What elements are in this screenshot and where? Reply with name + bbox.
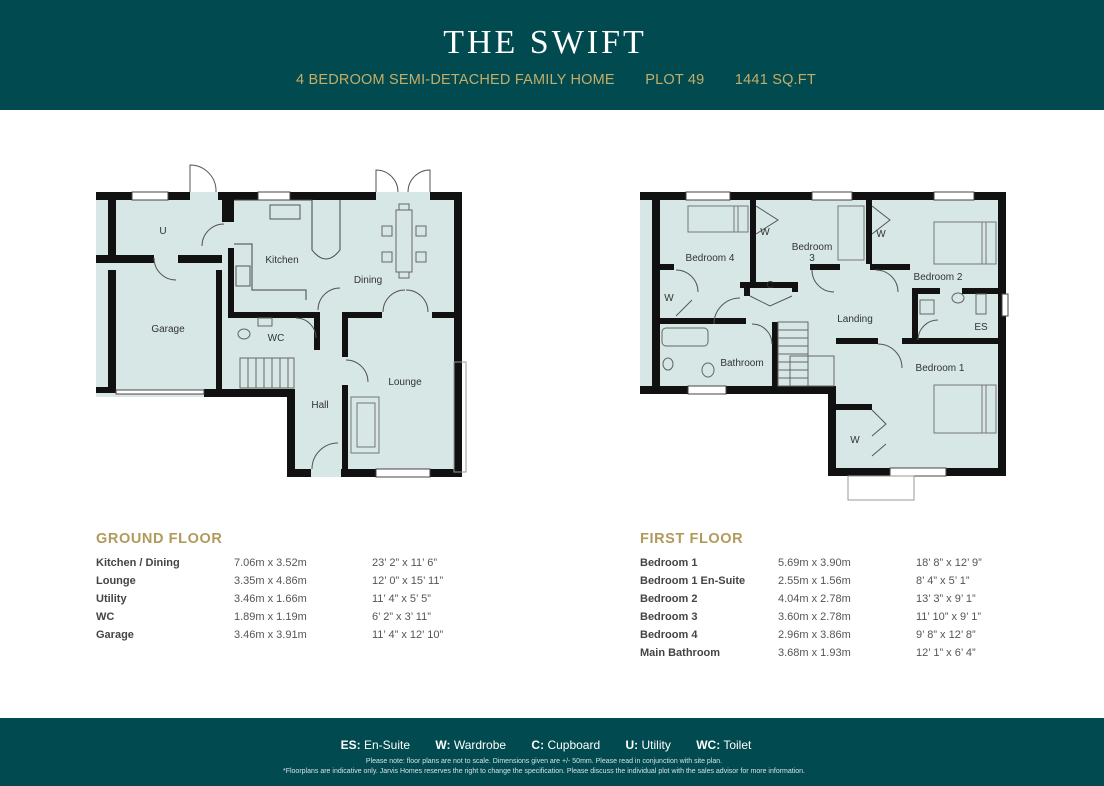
room-metric: 3.68m x 1.93m xyxy=(778,647,851,659)
room-label-wardrobe-1: W xyxy=(850,435,860,446)
legend-item xyxy=(341,738,410,752)
page-title: THE SWIFT xyxy=(443,24,647,61)
room-label-dining: Dining xyxy=(353,275,383,286)
room-imperial: 12’ 0” x 15’ 11” xyxy=(372,575,444,587)
room-metric: 5.69m x 3.90m xyxy=(778,557,851,569)
room-label-kitchen: Kitchen xyxy=(265,255,299,266)
room-imperial: 8’ 4” x 5’ 1” xyxy=(916,575,970,587)
room-imperial: 18’ 8” x 12’ 9” xyxy=(916,557,982,569)
room-metric: 2.55m x 1.56m xyxy=(778,575,851,587)
legend-key: C: xyxy=(531,738,545,752)
ground-floor-plan xyxy=(96,165,466,477)
ground-floor-schedule xyxy=(96,557,496,647)
room-label-bedroom2: Bedroom 2 xyxy=(913,272,963,283)
room-label-utility: U xyxy=(159,226,167,237)
legend-key: W: xyxy=(435,738,451,752)
legend-value: Utility xyxy=(641,738,671,752)
room-metric: 2.96m x 3.86m xyxy=(778,629,851,641)
disclaimer-specification: *Floorplans are indicative only. Jarvis Homes reserves the right to change the specification. Please discuss the individual plot with the sales advisor for more information. xyxy=(282,768,805,775)
first-floor-schedule xyxy=(640,557,1040,665)
room-name: Bedroom 4 xyxy=(640,629,698,641)
room-imperial: 11’ 10” x 9’ 1” xyxy=(916,611,982,623)
room-label-ensuite: ES xyxy=(974,322,988,333)
room-name: Bedroom 3 xyxy=(640,611,698,623)
legend-item xyxy=(626,738,671,752)
room-metric: 7.06m x 3.52m xyxy=(234,557,307,569)
legend-item xyxy=(531,738,600,752)
legend-key: ES: xyxy=(340,738,361,752)
room-label-wc: WC xyxy=(267,333,285,344)
room-name: Lounge xyxy=(96,575,136,587)
room-name: Bedroom 2 xyxy=(640,593,698,605)
ground-floor-fill xyxy=(96,192,462,397)
room-label-bathroom: Bathroom xyxy=(720,358,764,369)
room-metric: 1.89m x 1.19m xyxy=(234,611,307,623)
room-name: Bedroom 1 En-Suite xyxy=(640,575,746,587)
room-name: Utility xyxy=(96,593,127,605)
legend-value: Cupboard xyxy=(547,738,601,752)
room-label-wardrobe-3: W xyxy=(760,227,770,238)
room-name: Garage xyxy=(96,629,134,641)
plot-number: PLOT 49 xyxy=(645,72,705,88)
abbreviation-legend xyxy=(0,738,1092,752)
room-label-bedroom3: Bedroom xyxy=(791,242,833,253)
room-imperial: 11’ 4” x 12’ 10” xyxy=(372,629,444,641)
legend-value: Toilet xyxy=(723,738,752,752)
room-label-wardrobe-2: W xyxy=(876,229,886,240)
first-floor-title: FIRST FLOOR xyxy=(640,531,744,547)
ground-floor-title: GROUND FLOOR xyxy=(96,531,223,547)
room-label-bedroom3-number: 3 xyxy=(809,253,815,264)
room-imperial: 23’ 2” x 11’ 6” xyxy=(372,557,438,569)
room-metric: 3.46m x 3.91m xyxy=(234,629,307,641)
room-imperial: 9’ 8” x 12’ 8” xyxy=(916,629,976,641)
room-label-garage: Garage xyxy=(151,324,185,335)
footer-banner xyxy=(0,718,1104,786)
disclaimer-note: Please note: floor plans are not to scale. Dimensions given are +/- 50mm. Please read in conjunction with site plan. xyxy=(365,758,723,765)
room-name: Bedroom 1 xyxy=(640,557,698,569)
legend-key: U: xyxy=(625,738,639,752)
room-label-cupboard: C xyxy=(766,280,774,291)
room-imperial: 13’ 3” x 9’ 1” xyxy=(916,593,976,605)
legend-item xyxy=(696,738,751,752)
room-imperial: 11’ 4” x 5’ 5” xyxy=(372,593,431,605)
room-name: WC xyxy=(96,611,115,623)
room-label-wardrobe-4: W xyxy=(664,293,674,304)
room-label-landing: Landing xyxy=(837,314,873,325)
room-name: Kitchen / Dining xyxy=(96,557,180,569)
room-label-lounge: Lounge xyxy=(388,377,422,388)
room-name: Main Bathroom xyxy=(640,647,721,659)
room-imperial: 6’ 2” x 3’ 11” xyxy=(372,611,431,623)
room-metric: 4.04m x 2.78m xyxy=(778,593,851,605)
floor-area: 1441 SQ.FT xyxy=(734,72,816,88)
first-balcony xyxy=(848,476,914,500)
room-imperial: 12’ 1” x 6’ 4” xyxy=(916,647,976,659)
room-metric: 3.60m x 2.78m xyxy=(778,611,851,623)
legend-value: Wardrobe xyxy=(453,738,507,752)
legend-value: En-Suite xyxy=(364,738,411,752)
room-label-hall: Hall xyxy=(311,400,329,411)
legend-key: WC: xyxy=(696,738,721,752)
room-metric: 3.35m x 4.86m xyxy=(234,575,307,587)
legend-item xyxy=(435,738,506,752)
room-label-bedroom4: Bedroom 4 xyxy=(685,253,735,264)
room-metric: 3.46m x 1.66m xyxy=(234,593,307,605)
room-label-bedroom1: Bedroom 1 xyxy=(915,363,965,374)
first-floor-plan xyxy=(640,192,1008,500)
house-type: 4 BEDROOM SEMI-DETACHED FAMILY HOME xyxy=(296,72,615,88)
